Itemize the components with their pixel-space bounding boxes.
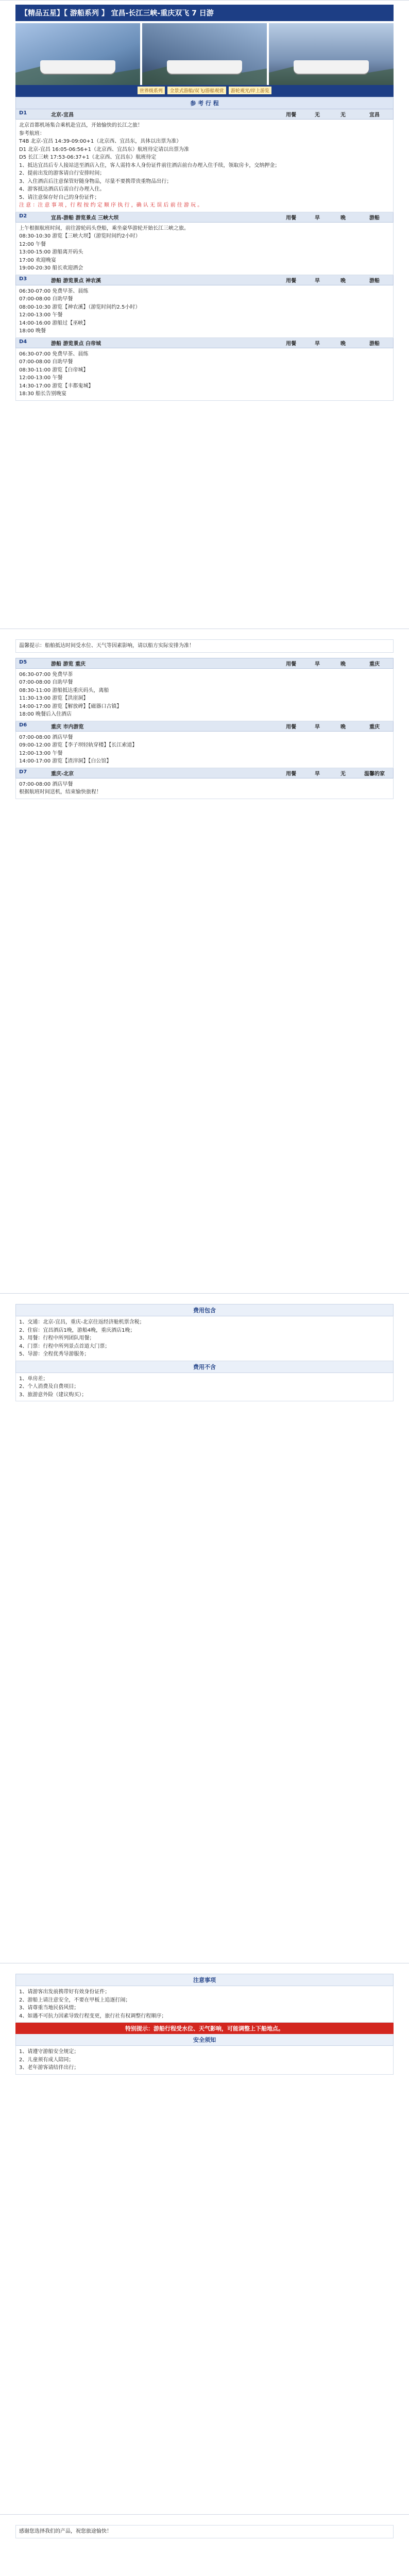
detail-line: 08:30-10:30 游览【三峡大坝】（游览时间约2小时）: [19, 233, 141, 239]
detail-line: 08:30-11:00 游船抵达重庆码头，离船: [19, 687, 109, 693]
day-6-detail: [15, 732, 394, 768]
detail-line: 上午根据航班时间，前往游轮码头登船，乘坐豪华游轮开始长江三峡之旅。: [19, 225, 189, 231]
page-title: 【精品五星】【 游船系列 】 宜昌-长江三峡-重庆双飞 7 日游: [15, 5, 394, 21]
day-label: D5: [19, 659, 27, 665]
detail-line: 3、用餐：行程中所列团队用餐；: [19, 1335, 95, 1341]
day-route: 游船 游览 重庆: [51, 661, 86, 667]
detail-line: 18:00 晚餐后入住酒店: [19, 711, 72, 717]
safety-heading: 安全须知: [15, 2034, 394, 2046]
hotel-value: 游船: [369, 341, 380, 347]
detail-line: 1、单房差；: [19, 1376, 48, 1382]
dinner-value: 晚: [340, 215, 346, 221]
detail-line: 13:00-15:00 游船离开码头: [19, 249, 83, 255]
dinner-value: 晚: [340, 341, 346, 347]
price-exclude-detail: [15, 1373, 394, 1402]
notice-heading: 注意事项: [15, 1974, 394, 1986]
detail-line: 12:00-13:00 午餐: [19, 375, 63, 381]
day-label: D2: [19, 213, 27, 219]
hotel-value: 游船: [369, 215, 380, 221]
hotel-value: 重庆: [369, 724, 380, 730]
detail-line: 4、如遇不可抗力因素导致行程变更，旅行社有权调整行程顺序；: [19, 2013, 167, 2019]
detail-line: 14:30-17:00 游览【丰都鬼城】: [19, 383, 94, 389]
lunch-value: 早: [315, 771, 320, 777]
dinner-value: 无: [340, 112, 346, 118]
lunch-value: 早: [315, 661, 320, 667]
detail-line: 1、请遵守游船安全规定；: [19, 2049, 79, 2055]
footer-note: [15, 2525, 394, 2538]
detail-line: 4、门票：行程中所列景点首道大门票；: [19, 1343, 110, 1349]
tag: 游轮观光/岸上游览: [229, 87, 271, 94]
detail-line: 2、游船上请注意安全，不要在甲板上追逐打闹；: [19, 1997, 131, 2003]
detail-line: T4B 北京-宜昌 14:39-09:00+1（北京西、宜昌东，具体以出票为准）: [19, 139, 182, 144]
hotel-value: 重庆: [369, 661, 380, 667]
day-6-header: [15, 721, 394, 732]
detail-line: 07:00-08:00 酒店早餐: [19, 781, 73, 787]
detail-line: 3、旅游意外险（建议购买）；: [19, 1392, 87, 1398]
price-include-detail: [15, 1316, 394, 1361]
day-2-detail: [15, 223, 394, 275]
meal-header: 用餐: [286, 112, 296, 118]
cruise-photo-1: [15, 23, 140, 85]
day-route: 宜昌-游船 游览景点 三峡大坝: [51, 215, 119, 221]
detail-line: 3、入住酒店后注意保管好随身物品，尽量不要携带贵重物品出行；: [19, 178, 172, 184]
day-2-header: [15, 212, 394, 223]
dinner-value: 晚: [340, 661, 346, 667]
detail-line: 14:00-17:00 游览【解放碑】【磁器口古镇】: [19, 703, 122, 709]
dinner-value: 晚: [340, 278, 346, 284]
day-route: 北京-宜昌: [51, 112, 74, 118]
notice-detail: [15, 1986, 394, 2023]
detail-line: 08:00-10:30 游览【神农溪】（游览时间约2.5小时）: [19, 304, 141, 310]
day-route: 重庆-北京: [51, 771, 74, 777]
detail-line: 14:00-16:00 游船过【巫峡】: [19, 320, 89, 326]
detail-line: 3、老年游客请结伴出行；: [19, 2065, 79, 2071]
detail-line: 06:30-07:00 免费早茶、晨练: [19, 288, 89, 294]
lunch-value: 早: [315, 215, 320, 221]
detail-line: 12:00-13:00 午餐: [19, 312, 63, 318]
day-label: D6: [19, 722, 27, 728]
day-5-detail: [15, 669, 394, 721]
detail-line: 06:30-07:00 免费早茶、晨练: [19, 351, 89, 357]
day-route: 游船 游览景点 白帝城: [51, 341, 101, 347]
meal-header: 用餐: [286, 278, 296, 284]
detail-line: 12:00 午餐: [19, 241, 46, 247]
day-1-header: [15, 109, 394, 120]
page-4: [0, 1963, 409, 2510]
red-note: 注 意 ：注 意 事 项 ，行 程 按 约 定 顺 序 执 行 ，确 认 无 误 后 前 往 游 玩 。: [19, 202, 203, 208]
detail-line: 2、儿童须有成人陪同；: [19, 2057, 74, 2063]
detail-line: 07:00-08:00 自助早餐: [19, 359, 73, 365]
detail-line: 1、请游客出发前携带好有效身份证件；: [19, 1989, 110, 1995]
detail-line: 19:00-20:30 船长欢迎酒会: [19, 265, 83, 271]
day-route: 重庆 市内游览: [51, 724, 84, 730]
detail-line: 07:00-08:00 自助早餐: [19, 680, 73, 685]
page-3: [0, 1293, 409, 1958]
day-label: D1: [19, 110, 27, 116]
detail-line: 1、交通：北京-宜昌，重庆-北京往返经济舱机票含税；: [19, 1319, 145, 1325]
hotel-value: 游船: [369, 278, 380, 284]
mid-note: [15, 639, 394, 653]
hotel-value: 温馨的家: [364, 771, 385, 777]
day-4-header: [15, 338, 394, 348]
detail-line: 参考航班：: [19, 130, 45, 137]
detail-line: 2、住宿：宜昌酒店1晚，游船4晚，重庆酒店1晚；: [19, 1327, 135, 1333]
meal-header: 用餐: [286, 724, 296, 730]
detail-line: D1 北京-宜昌 16:05-06:56+1（北京西、宜昌东）航班待定请以出票为准: [19, 146, 190, 152]
day-7-header: [15, 768, 394, 778]
page-5: [0, 2514, 409, 2576]
detail-line: 5、请注意保存好自己的身份证件；: [19, 194, 100, 200]
day-label: D7: [19, 769, 27, 775]
detail-line: 3、请尊重当地民俗风情；: [19, 2005, 79, 2011]
page-1: [0, 0, 409, 624]
detail-line: 北京首都机场集合乘机赴宜昌，开始愉快的长江之旅！: [19, 123, 143, 128]
hotel-value: 宜昌: [369, 112, 380, 118]
price-exclude-heading: 费用不含: [15, 1361, 394, 1373]
lunch-value: 早: [315, 724, 320, 730]
meal-header: 用餐: [286, 771, 296, 777]
safety-detail: [15, 2046, 394, 2075]
page-2: [0, 629, 409, 1289]
detail-line: 4、游客抵达酒店后需自行办理入住。: [19, 187, 105, 192]
dinner-value: 晚: [340, 724, 346, 730]
detail-line: 06:30-07:00 免费早茶: [19, 671, 73, 677]
detail-line: 07:00-08:00 自助早餐: [19, 296, 73, 302]
detail-line: 14:00-17:00 游览【渣滓洞】【白公馆】: [19, 758, 112, 764]
meal-header: 用餐: [286, 341, 296, 347]
day-route: 游船 游览景点 神农溪: [51, 278, 101, 284]
detail-line: 12:00-13:00 午餐: [19, 750, 63, 756]
dinner-value: 无: [340, 771, 346, 777]
cruise-photo-3: [269, 23, 394, 85]
detail-line: 11:30-13:00 游览【洪崖洞】: [19, 696, 89, 701]
detail-line: 08:30-11:00 游览【白帝城】: [19, 367, 89, 373]
day-3-header: [15, 275, 394, 285]
lunch-value: 早: [315, 341, 320, 347]
detail-line: 1、抵达宜昌后专人接站送至酒店入住，客人需持本人身份证件前往酒店前台办理入住手续，领取房卡，交纳押金；: [19, 162, 280, 168]
special-notice-banner: 特别提示：游船行程受水位、天气影响，可能调整上下船地点。: [15, 2023, 394, 2034]
detail-line: 根据航班时间送机，结束愉快旅程！: [19, 789, 101, 795]
detail-line: 2、提前出发的游客请自行安排时间；: [19, 171, 105, 176]
hero-images: [15, 23, 394, 85]
day-5-header: [15, 658, 394, 669]
meal-header: 用餐: [286, 215, 296, 221]
detail-line: 2、个人消费及自费项目；: [19, 1384, 79, 1389]
lunch-value: 无: [315, 112, 320, 118]
day-label: D3: [19, 276, 27, 282]
tag: 世界级系列: [138, 87, 165, 94]
day-4-detail: [15, 348, 394, 401]
itinerary-heading: 参 考 行 程: [15, 97, 394, 109]
detail-line: 09:00-12:00 游览【李子坝轻轨穿楼】【长江索道】: [19, 742, 138, 748]
tag: 全景式游船/双飞/游船观赏: [167, 87, 226, 94]
day-7-detail: [15, 778, 394, 799]
tag-bar: [15, 85, 394, 97]
detail-line: D5 长江三峡 17:53-06:37+1（北京西、宜昌东）航班待定: [19, 155, 157, 160]
note-line: 温馨提示：船舶抵达时间受水位、天气等因素影响，请以船方实际安排为准！: [19, 643, 194, 649]
price-include-heading: 费用包含: [15, 1304, 394, 1316]
cruise-photo-2: [142, 23, 267, 85]
detail-line: 18:30 船长告别晚宴: [19, 391, 66, 397]
detail-line: 07:00-08:00 酒店早餐: [19, 734, 73, 740]
day-3-detail: [15, 285, 394, 338]
detail-line: 5、导游：全程优秀导游服务；: [19, 1351, 90, 1357]
day-1-detail: [15, 120, 394, 212]
footer-line: 感谢您选择我们的产品，祝您旅途愉快！: [19, 2529, 112, 2534]
lunch-value: 早: [315, 278, 320, 284]
detail-line: 17:00 欢迎晚宴: [19, 257, 56, 263]
meal-header: 用餐: [286, 661, 296, 667]
day-label: D4: [19, 338, 27, 345]
detail-line: 18:00 晚餐: [19, 328, 46, 334]
